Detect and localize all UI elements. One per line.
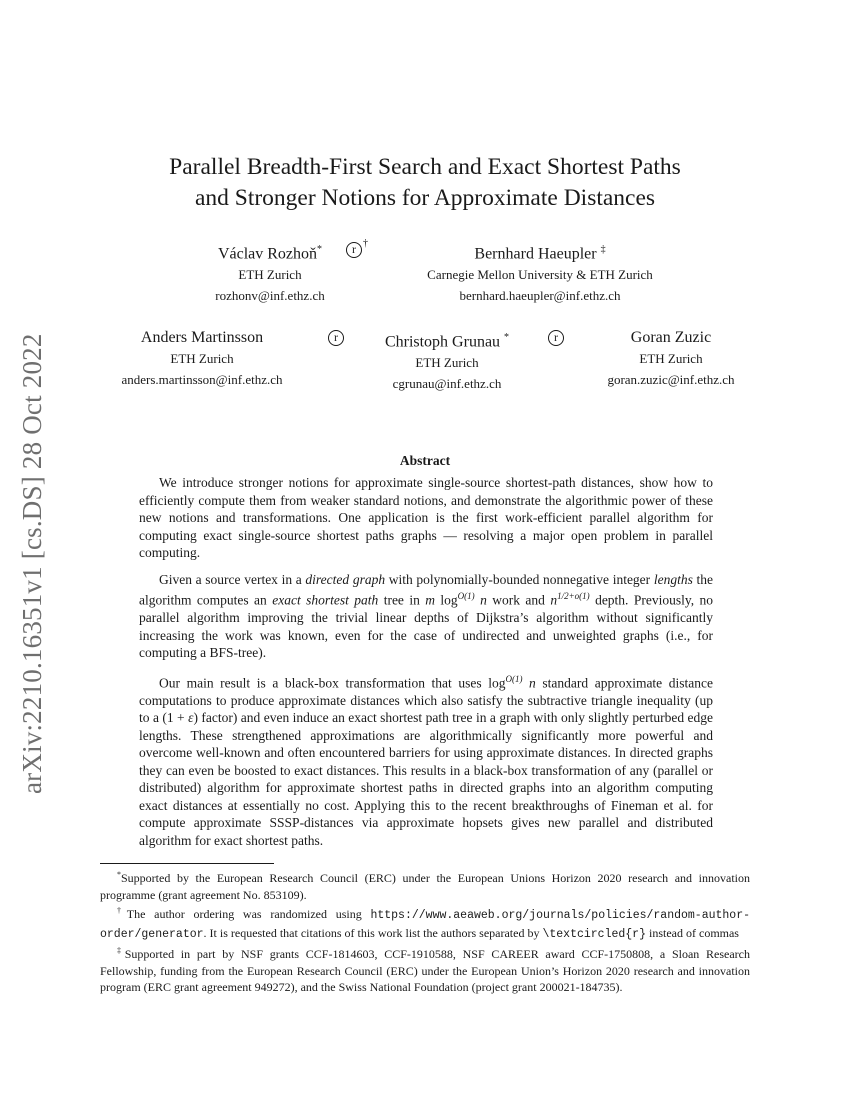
- author-name: Bernhard Haeupler ‡: [474, 244, 606, 263]
- author-affiliation: ETH Zurich: [415, 355, 479, 371]
- author-martinsson: [102, 328, 302, 390]
- author-name: Anders Martinsson: [140, 329, 264, 346]
- author-email[interactable]: cgrunau@inf.ethz.ch: [392, 376, 502, 392]
- author-affiliation: ETH Zurich: [639, 351, 703, 366]
- textcircled-code: \textcircled{r}: [542, 927, 646, 941]
- author-affiliation: ETH Zurich: [170, 351, 234, 366]
- author-affiliation: Carnegie Mellon University & ETH Zurich: [427, 267, 653, 283]
- title-line-1: Parallel Breadth-First Search and Exact Shortest Paths: [169, 154, 681, 180]
- author-rozhon: [170, 240, 370, 306]
- footnote-rule: [100, 863, 274, 864]
- arxiv-stamp: [16, 298, 48, 794]
- abstract-paragraph-1: We introduce stronger notions for approximate single-source shortest-path distances, show how to efficiently compute them from weaker standard notions, and demonstrate the algorithmic power of these new notions and transformations. One application is the first work-efficient parallel algorithm for computing exact single-source shortest paths graphs — resolving a major open problem in parallel computing.: [139, 475, 713, 560]
- abstract-paragraph-2: Given a source vertex in a directed graph with polynomially-bounded nonnegative integer lengths the algorithm computes an exact shortest path tree in m $\log^{O(1)} n$ work and $n^{1/2+o(1)}$ depth. Previously, no parallel algorithm improving the trivial linear depths of Dijkstra’s algorithm without significantly increasing the work was known, even for the case of undirected and unweighted graphs (i.e., for computing a BFS-tree).: [139, 571, 714, 660]
- abstract-paragraph-3: Our main result is a black-box transformation that uses $\log^{O(1)} n$ standard approximate distance computations to produce approximate distances which also satisfy the subtractive triangle inequality (up to a (1 + ε) factor) and even induce an exact shortest path tree in a graph with only slightly perturbed edge lengths. These strengthened approximations are algorithmically significantly more powerful and overcome well-known and often encountered barriers for using approximate distances. In directed graphs they can even be boosted to exact distances. This results in a black-box transformation of any (parallel or distributed) algorithm for approximate shortest paths in directed graphs into an algorithm computing exact distances at essentially no cost. Applying this to the recent breakthroughs of Fineman et al. for compute approximate SSSP-distances via approximate hopsets gives new parallel and distributed algorithm for exact shortest paths.: [139, 673, 713, 848]
- author-haeupler: [390, 240, 690, 306]
- paper-title: [100, 152, 750, 214]
- author-name: Goran Zuzic: [630, 329, 712, 346]
- author-email[interactable]: bernhard.haeupler@inf.ethz.ch: [459, 288, 621, 304]
- footnote-author-order: †The author ordering was randomized using https://www.aeaweb.org/journals/policies/random-author-order/generator. It is requested that citations of this work list the authors separated by \textcircled{r} instead of commas: [100, 906, 751, 941]
- author-name: Václav Rozhoň*: [217, 244, 323, 263]
- author-grunau: [347, 328, 547, 394]
- footnote-nsf: ‡Supported in part by NSF grants CCF-1814603, CCF-1910588, NSF CAREER award CCF-1750808, a Sloan Research Fellowship, funding from the European Research Council (ERC) under the European Union’s Horizon 2020 research and innovation program (ERC grant agreement 949272), and the Swiss National Foundation (project grant 200021-184735).: [100, 946, 750, 994]
- title-line-2: and Stronger Notions for Approximate Distances: [194, 185, 656, 211]
- footnote-erc: *Supported by the European Research Council (ERC) under the European Unions Horizon 2020 research and innovation programme (grant agreement No. 853109).: [100, 870, 750, 902]
- author-email[interactable]: goran.zuzic@inf.ethz.ch: [607, 372, 735, 387]
- author-separator-circled-r: r: [548, 330, 564, 346]
- author-email[interactable]: rozhonv@inf.ethz.ch: [215, 288, 325, 304]
- author-separator-circled-r: r: [328, 330, 344, 346]
- author-email[interactable]: anders.martinsson@inf.ethz.ch: [121, 372, 283, 387]
- author-name: Christoph Grunau *: [384, 332, 510, 351]
- author-separator-circled-r: r: [346, 242, 362, 258]
- author-zuzic: [576, 328, 766, 390]
- arxiv-id: arXiv:2210.16351v1 [cs.DS] 28 Oct 2022: [17, 333, 47, 794]
- footnotes: [100, 867, 750, 996]
- abstract-body: [139, 474, 713, 858]
- abstract-heading: Abstract: [399, 453, 451, 468]
- author-affiliation: ETH Zurich: [238, 267, 302, 283]
- author-order-url[interactable]: https://www.aeaweb.org/journals/policies/random-author-order/generator: [100, 909, 751, 941]
- author-order-footnote-mark: †: [363, 238, 368, 249]
